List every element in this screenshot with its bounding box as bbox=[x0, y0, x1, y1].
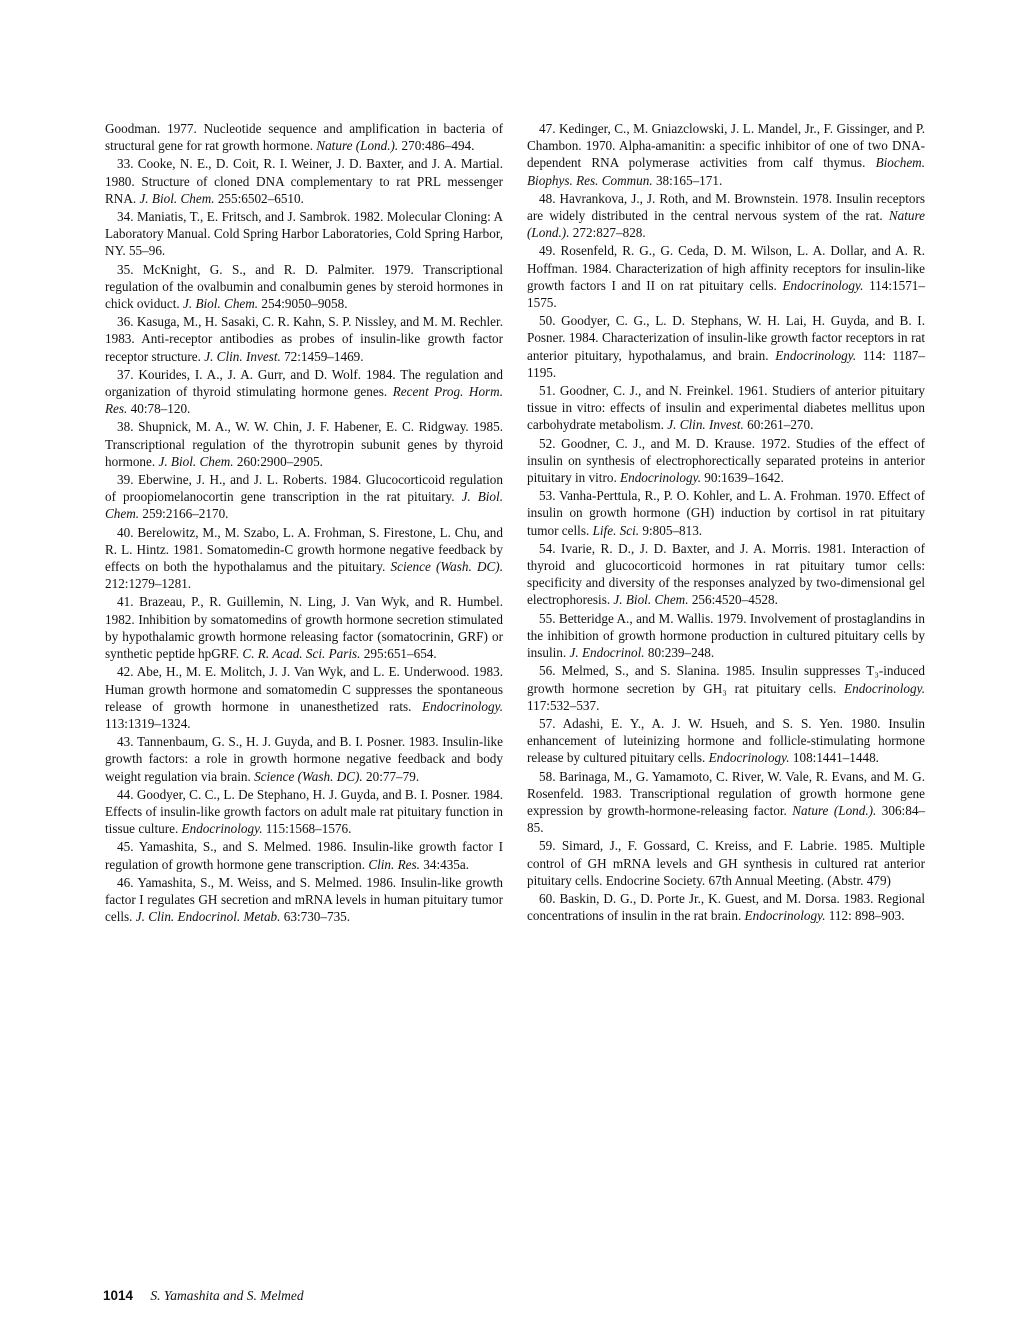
reference-citation: 9:805–813. bbox=[639, 522, 703, 538]
reference-text: 41. Brazeau, P., R. Guillemin, N. Ling, J. Van Wyk, and R. Humbel. 1982. Inhibition by somatomedins of growth hormone secretion stimulated by hypothalamic growth hormone releasing factor (somatocrinin, GRF) or synthetic peptide hpGRF. bbox=[105, 594, 503, 662]
reference-entry bbox=[105, 120, 503, 154]
reference-entry bbox=[527, 768, 925, 837]
reference-entry bbox=[105, 366, 503, 418]
reference-entry bbox=[105, 261, 503, 313]
reference-citation: 112: 898–903. bbox=[825, 908, 905, 924]
reference-entry bbox=[527, 120, 925, 189]
reference-text: 34. Maniatis, T., E. Fritsch, and J. Sambrok. 1982. Molecular Cloning: A Laboratory Manual. Cold Spring Harbor Laboratories, Cold Spring Harbor, NY. 55–96. bbox=[105, 209, 503, 259]
reference-entry bbox=[527, 540, 925, 609]
reference-citation: 117:532–537. bbox=[527, 697, 600, 713]
journal-name: J. Biol. Chem. bbox=[105, 489, 503, 522]
reference-text: 50. Goodyer, C. G., L. D. Stephans, W. H. Lai, H. Guyda, and B. I. Posner. 1984. Characterization of insulin-like growth factor receptors in rat anterior pituitary, hypothalamus, and brain. bbox=[527, 313, 925, 363]
journal-name: Endocrinology. bbox=[744, 908, 826, 924]
reference-entry bbox=[105, 208, 503, 260]
reference-text: 51. Goodner, C. J., and N. Freinkel. 1961. Studiers of anterior pituitary tissue in vitro: effects of insulin and experimental diabetes mellitus upon carbohydrate metabolism. bbox=[527, 383, 925, 433]
reference-citation: 270:486–494. bbox=[398, 138, 475, 154]
reference-text: 35. McKnight, G. S., and R. D. Palmiter. 1979. Transcriptional regulation of the ovalbumin and conalbumin genes by steroid hormones in chick oviduct. bbox=[105, 261, 503, 312]
journal-name: Endocrinology. bbox=[422, 698, 503, 714]
reference-citation: 306:84–85. bbox=[527, 802, 926, 836]
reference-text: 56. Melmed, S., and S. Slanina. 1985. Insulin suppresses T₃-induced growth hormone secretion by GH₃ rat pituitary cells. bbox=[527, 663, 925, 696]
reference-text: 54. Ivarie, R. D., J. D. Baxter, and J. A. Morris. 1981. Interaction of thyroid and glucocorticoid hormones in rat pituitary tumor cells: specificity and diversity of the responses analyzed by two-dimensional gel electrophoresis. bbox=[527, 540, 925, 608]
reference-text: 45. Yamashita, S., and S. Melmed. 1986. Insulin-like growth factor I regulation of growth hormone gene transcription. bbox=[105, 839, 503, 872]
journal-name: Nature (Lond.). bbox=[527, 208, 925, 241]
journal-name: Recent Prog. Horm. Res. bbox=[105, 384, 503, 417]
reference-citation: 114:1571–1575. bbox=[527, 277, 925, 311]
reference-entry bbox=[105, 471, 503, 523]
journal-name: J. Biol. Chem. bbox=[139, 190, 215, 206]
reference-citation: 259:2166–2170. bbox=[139, 506, 229, 522]
reference-citation: 212:1279–1281. bbox=[105, 576, 192, 592]
reference-text: 53. Vanha-Perttula, R., P. O. Kohler, and L. A. Frohman. 1970. Effect of insulin on growth hormone (GH) induction by cortisol in rat pituitary tumor cells. bbox=[527, 488, 925, 538]
reference-text: 44. Goodyer, C. C., L. De Stephano, H. J. Guyda, and B. I. Posner. 1984. Effects of insulin-like growth factors on adult male rat pituitary function in tissue culture. bbox=[105, 786, 503, 837]
reference-citation: 72:1459–1469. bbox=[280, 348, 364, 364]
reference-text: 33. Cooke, N. E., D. Coit, R. I. Weiner, J. D. Baxter, and J. A. Martial. 1980. Structure of cloned DNA complementary to rat PRL messenger RNA. bbox=[105, 156, 503, 206]
reference-entry bbox=[105, 838, 503, 872]
journal-name: J. Biol. Chem. bbox=[613, 592, 689, 608]
journal-name: Endocrinology. bbox=[775, 347, 857, 363]
reference-entry bbox=[105, 155, 503, 207]
reference-column-left bbox=[105, 120, 503, 926]
reference-entry bbox=[527, 837, 925, 889]
reference-citation: 20:77–79. bbox=[362, 768, 420, 784]
reference-text: 48. Havrankova, J., J. Roth, and M. Brownstein. 1978. Insulin receptors are widely distributed in the central nervous system of the rat. bbox=[527, 190, 925, 224]
reference-text: 39. Eberwine, J. H., and J. L. Roberts. 1984. Glucocorticoid regulation of proopiomelanocortin gene transcription in the rat pituitary. bbox=[105, 472, 503, 505]
reference-text: 38. Shupnick, M. A., W. W. Chin, J. F. Habener, E. C. Ridgway. 1985. Transcriptional regulation of the thyrotropin subunit genes by thyroid hormone. bbox=[105, 419, 503, 469]
reference-entry bbox=[105, 524, 503, 593]
reference-entry bbox=[527, 435, 925, 487]
reference-entry bbox=[105, 733, 503, 785]
reference-entry bbox=[527, 715, 925, 767]
journal-name: Endocrinology. bbox=[181, 821, 263, 837]
journal-name: Science (Wash. DC). bbox=[390, 559, 503, 575]
reference-entry bbox=[105, 663, 503, 732]
journal-name: Endocrinology. bbox=[782, 277, 864, 293]
reference-text: 46. Yamashita, S., M. Weiss, and S. Melmed. 1986. Insulin-like growth factor I regulates GH secretion and mRNA levels in human pituitary tumor cells. bbox=[105, 874, 503, 925]
reference-text: 58. Barinaga, M., G. Yamamoto, C. River, W. Vale, R. Evans, and M. G. Rosenfeld. 1983. Transcriptional regulation of growth hormone gene expression by growth-hormone-releasing factor. bbox=[527, 768, 925, 818]
reference-citation: 114: 1187–1195. bbox=[527, 347, 925, 380]
reference-citation: 255:6502–6510. bbox=[214, 190, 304, 206]
journal-name: J. Clin. Invest. bbox=[667, 417, 744, 433]
journal-name: Endocrinology. bbox=[708, 750, 790, 766]
reference-text: 47. Kedinger, C., M. Gniazclowski, J. L. Mandel, Jr., F. Gissinger, and P. Chambon. 1970. Alpha-amanitin: a specific inhibitor of one of two DNA-dependent RNA polymerase activities from calf thymus. bbox=[527, 121, 925, 171]
journal-name: C. R. Acad. Sci. Paris. bbox=[242, 646, 361, 662]
reference-entry bbox=[527, 610, 925, 662]
reference-entry bbox=[105, 593, 503, 662]
journal-name: J. Endocrinol. bbox=[569, 645, 645, 661]
journal-name: Biochem. Biophys. Res. Commun. bbox=[527, 155, 925, 188]
reference-citation: 295:651–654. bbox=[360, 646, 437, 662]
reference-citation: 38:165–171. bbox=[652, 172, 723, 188]
reference-entry bbox=[527, 190, 925, 242]
reference-entry bbox=[527, 487, 925, 539]
reference-column-right bbox=[527, 120, 925, 925]
reference-entry bbox=[527, 662, 925, 714]
reference-citation: 40:78–120. bbox=[127, 401, 191, 417]
reference-text: 40. Berelowitz, M., M. Szabo, L. A. Frohman, S. Firestone, L. Chu, and R. L. Hintz. 1981. Somatomedin-C growth hormone negative feedback by effects on both the hypothalamus and the pituitary. bbox=[105, 524, 503, 575]
reference-citation: 115:1568–1576. bbox=[262, 821, 352, 837]
reference-text: Goodman. 1977. Nucleotide sequence and amplification in bacteria of structural gene for rat growth hormone. bbox=[105, 121, 503, 154]
reference-entry bbox=[527, 242, 925, 311]
reference-text: 37. Kourides, I. A., J. A. Gurr, and D. Wolf. 1984. The regulation and organization of thyroid stimulating hormone genes. bbox=[105, 366, 503, 400]
reference-citation: 34:435a. bbox=[419, 856, 470, 872]
reference-citation: 60:261–270. bbox=[743, 417, 814, 433]
journal-name: Clin. Res. bbox=[368, 856, 420, 872]
journal-name: J. Biol. Chem. bbox=[158, 453, 234, 469]
reference-text: 49. Rosenfeld, R. G., G. Ceda, D. M. Wilson, L. A. Dollar, and A. R. Hoffman. 1984. Characterization of high affinity receptors for insulin-like growth factors I and II on rat pituitary cells. bbox=[527, 243, 925, 293]
reference-citation: 63:730–735. bbox=[280, 909, 351, 925]
reference-entry bbox=[527, 890, 925, 924]
reference-entry bbox=[105, 313, 503, 365]
journal-name: Nature (Lond.). bbox=[316, 138, 399, 154]
reference-text: 55. Betteridge A., and M. Wallis. 1979. Involvement of prostaglandins in the inhibition of growth hormone production in cultured pituitary cells by insulin. bbox=[527, 610, 925, 661]
page-footer bbox=[103, 1288, 304, 1304]
reference-entry bbox=[105, 874, 503, 926]
reference-text: 60. Baskin, D. G., D. Porte Jr., K. Guest, and M. Dorsa. 1983. Regional concentrations of insulin in the rat brain. bbox=[527, 890, 925, 924]
reference-citation: 256:4520–4528. bbox=[688, 592, 778, 608]
reference-text: 42. Abe, H., M. E. Molitch, J. J. Van Wyk, and L. E. Underwood. 1983. Human growth hormone and somatomedin C suppresses the spontaneous release of growth hormone in unanesthetized rats. bbox=[105, 664, 503, 714]
reference-citation: 272:827–828. bbox=[569, 225, 646, 241]
reference-text: 59. Simard, J., F. Gossard, C. Kreiss, and F. Labrie. 1985. Multiple control of GH mRNA levels and GH synthesis in cultured rat anterior pituitary cells. Endocrine Society. 67th Annual Meeting. (Abstr. 479) bbox=[527, 838, 925, 888]
reference-text: 36. Kasuga, M., H. Sasaki, C. R. Kahn, S. P. Nissley, and M. M. Rechler. 1983. Anti-receptor antibodies as probes of insulin-like growth factor receptor structure. bbox=[105, 314, 503, 364]
reference-text: 43. Tannenbaum, G. S., H. J. Guyda, and B. I. Posner. 1983. Insulin-like growth factors: a role in growth hormone negative feedback and body weight regulation via brain. bbox=[105, 734, 503, 784]
reference-citation: 260:2900–2905. bbox=[233, 453, 323, 469]
reference-entry bbox=[527, 382, 925, 434]
reference-text: 57. Adashi, E. Y., A. J. W. Hsueh, and S. S. Yen. 1980. Insulin enhancement of luteinizing hormone and follicle-stimulating hormone release by cultured pituitary cells. bbox=[527, 715, 925, 766]
journal-name: Endocrinology. bbox=[844, 680, 925, 696]
journal-name: Science (Wash. DC). bbox=[254, 768, 363, 784]
reference-entry bbox=[105, 786, 503, 838]
page-number: 1014 bbox=[103, 1288, 134, 1303]
reference-entry bbox=[527, 312, 925, 381]
reference-citation: 108:1441–1448. bbox=[789, 750, 879, 766]
reference-citation: 90:1639–1642. bbox=[701, 470, 784, 486]
reference-citation: 80:239–248. bbox=[644, 645, 715, 661]
journal-name: J. Clin. Invest. bbox=[204, 348, 281, 364]
reference-entry bbox=[105, 418, 503, 470]
journal-name: Endocrinology. bbox=[620, 470, 701, 486]
reference-text: 52. Goodner, C. J., and M. D. Krause. 1972. Studies of the effect of insulin on synthesis of electrophorectically separated proteins in anterior pituitary in vitro. bbox=[527, 435, 925, 486]
journal-name: J. Clin. Endocrinol. Metab. bbox=[135, 909, 281, 925]
journal-name: Nature (Lond.). bbox=[792, 802, 877, 818]
journal-name: J. Biol. Chem. bbox=[183, 296, 259, 312]
reference-citation: 254:9050–9058. bbox=[258, 296, 348, 312]
reference-citation: 113:1319–1324. bbox=[105, 715, 191, 731]
journal-name: Life. Sci. bbox=[592, 522, 640, 538]
running-authors: S. Yamashita and S. Melmed bbox=[150, 1288, 304, 1303]
